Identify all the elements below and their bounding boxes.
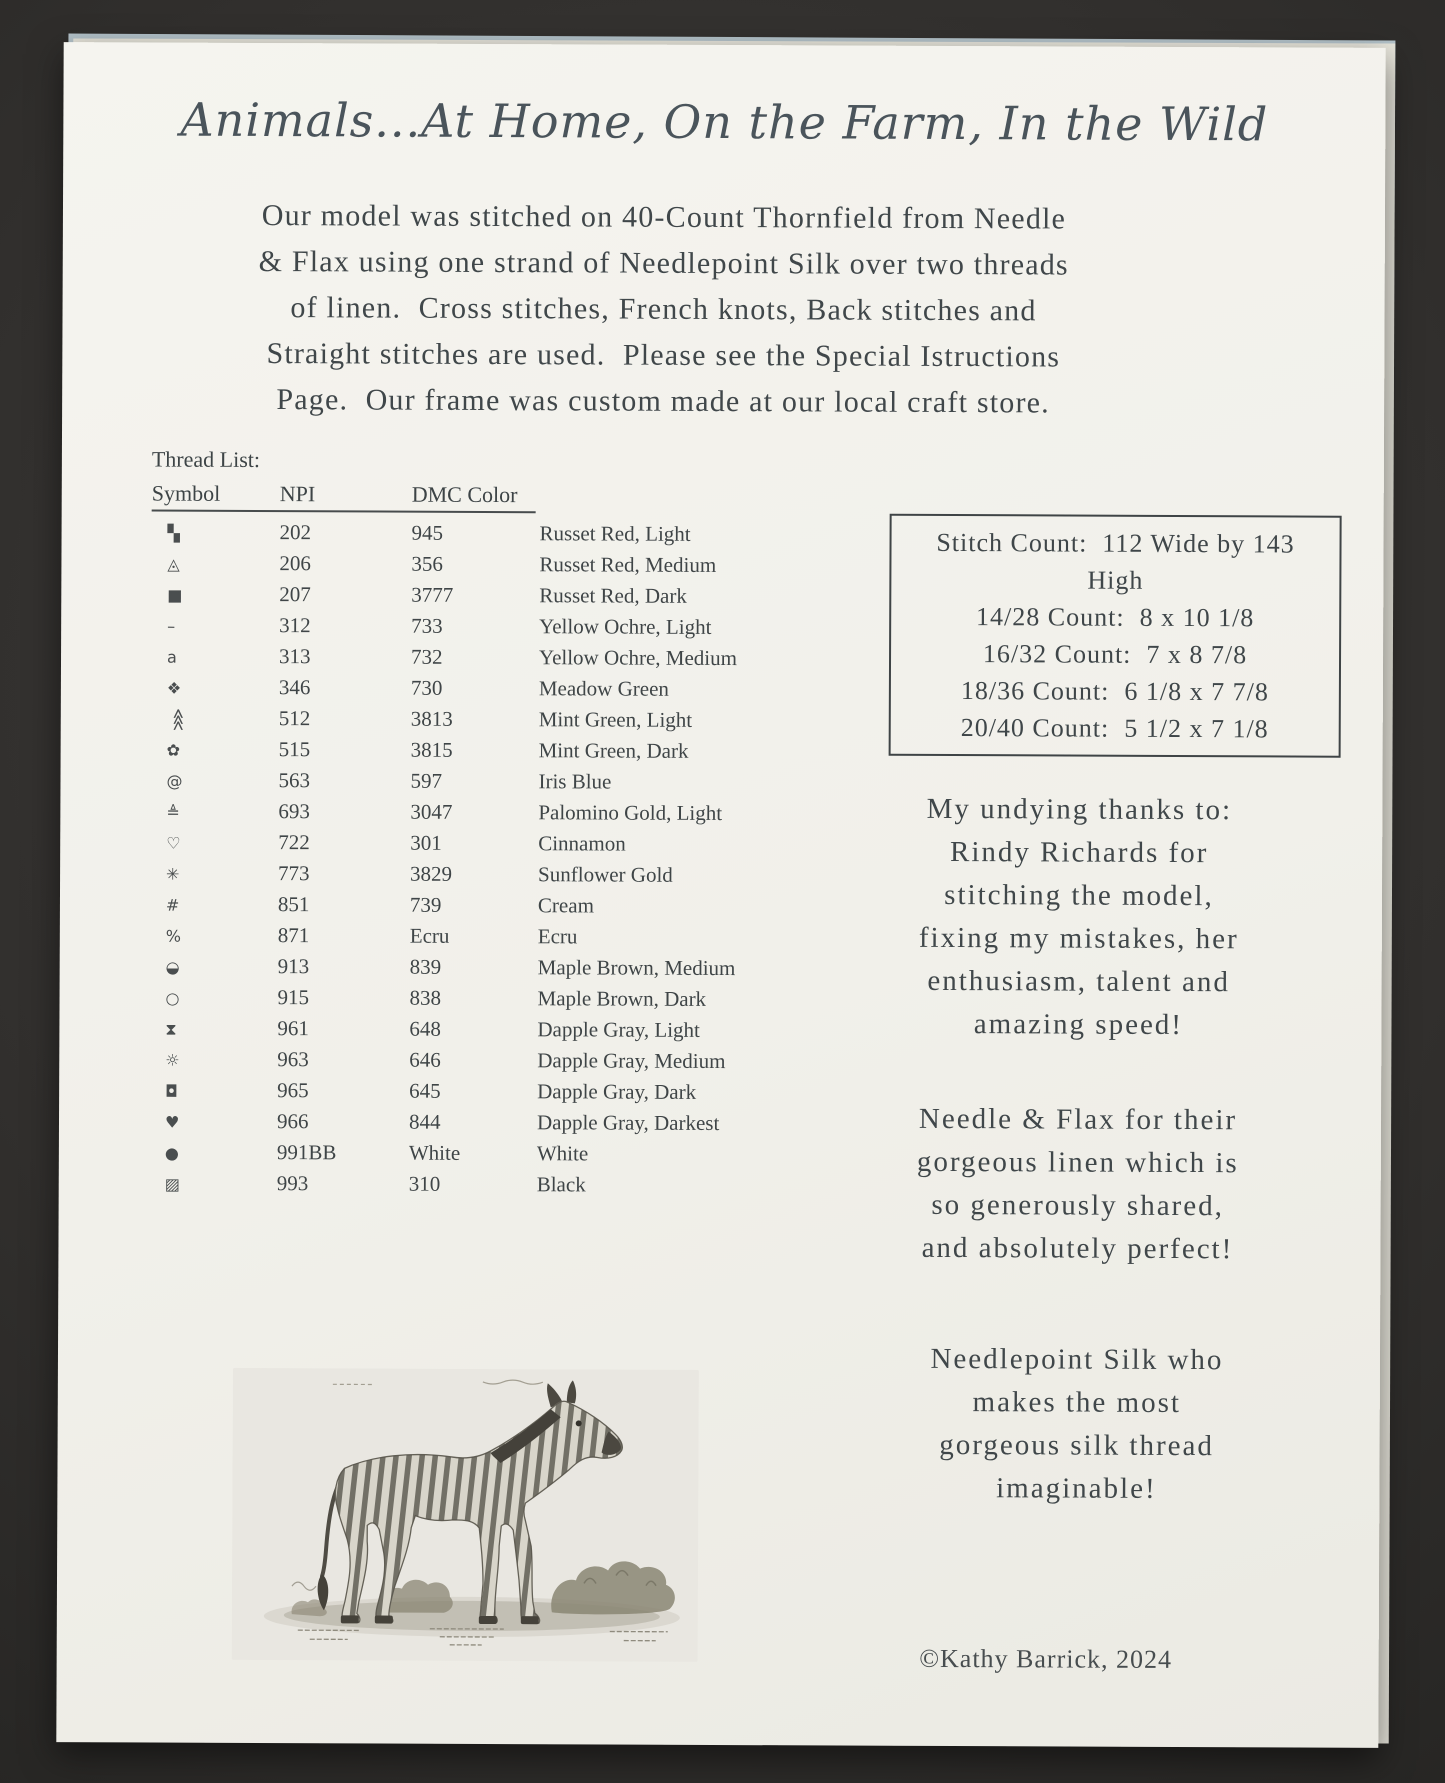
sun-symbol: ☼ [165, 1050, 180, 1070]
thread-symbol-cell [152, 520, 280, 546]
thread-npi: 512 [278, 706, 311, 731]
thread-row [149, 1013, 849, 1047]
heart-outline-symbol: ♡ [166, 833, 181, 853]
hatched-square-symbol: ▨ [164, 1174, 180, 1194]
thread-symbol-cell [150, 768, 278, 794]
thread-symbol-cell [149, 985, 277, 1011]
thread-npi: 991BB [276, 1140, 337, 1165]
column-dmc-color: DMC Color [411, 481, 518, 508]
thread-color-name: Maple Brown, Dark [537, 986, 707, 1011]
hash-symbol: # [165, 895, 180, 915]
thread-symbol-cell [150, 923, 278, 949]
thread-row [151, 641, 851, 675]
thread-row [149, 1044, 849, 1078]
thread-symbol-cell [151, 551, 279, 577]
letter-a-symbol: a [166, 647, 177, 667]
thread-symbol-cell [149, 1047, 277, 1073]
thread-row [150, 858, 850, 892]
thread-row [149, 1168, 849, 1202]
thread-row [151, 672, 851, 706]
thread-row [152, 517, 852, 551]
thread-row [151, 579, 851, 613]
thread-dmc: White [408, 1140, 461, 1165]
thread-symbol-cell [150, 830, 278, 856]
thread-npi: 313 [278, 644, 311, 669]
thread-row [149, 1106, 849, 1140]
thread-color-name: Ecru [537, 924, 578, 949]
filled-square-symbol: ■ [167, 585, 183, 605]
circle-outline-symbol: ○ [165, 988, 180, 1008]
thread-dmc: 646 [409, 1047, 441, 1072]
thread-dmc: 733 [411, 613, 443, 638]
thread-color-name: Russet Red, Light [539, 521, 691, 546]
triangle-over-bar-symbol: ≜ [166, 802, 180, 822]
thread-dmc: 3777 [411, 582, 454, 607]
thread-dmc: 844 [408, 1109, 441, 1134]
thread-symbol-cell [149, 1171, 277, 1197]
thread-npi: 693 [278, 799, 310, 824]
thread-symbol-cell [149, 1140, 277, 1166]
thread-npi: 202 [279, 520, 312, 545]
thread-symbol-cell [151, 737, 279, 763]
thread-color-name: Dapple Gray, Light [537, 1017, 700, 1042]
thread-row [150, 765, 850, 799]
percent-symbol: % [165, 926, 182, 946]
thread-row [151, 610, 851, 644]
thread-npi: 963 [277, 1047, 309, 1072]
hourglass-symbol: ⧗ [165, 1019, 177, 1039]
thread-dmc: 730 [410, 675, 443, 700]
thread-color-name: Maple Brown, Medium [537, 955, 736, 981]
thread-dmc: 732 [410, 644, 443, 669]
thread-dmc: Ecru [409, 923, 450, 948]
thread-row [150, 827, 850, 861]
thread-row [151, 548, 851, 582]
thread-color-name: Yellow Ochre, Medium [538, 645, 738, 671]
thread-symbol-cell [150, 892, 278, 918]
zebra-illustration [232, 1368, 699, 1662]
half-filled-circle-symbol: ◒ [165, 957, 180, 977]
thread-row [150, 951, 850, 985]
thread-color-name: Cream [537, 893, 594, 918]
thread-symbol-cell [149, 1078, 277, 1104]
thread-dmc: 3813 [410, 706, 453, 731]
thread-dmc: 839 [409, 954, 442, 979]
thread-npi: 312 [279, 613, 311, 638]
copyright-line: ©Kathy Barrick, 2024 [919, 1643, 1173, 1674]
spiral-symbol: @ [166, 771, 183, 791]
thread-table-rows [149, 517, 852, 1202]
thread-color-name: White [536, 1141, 589, 1166]
inverse-bullet-square-symbol: ◘ [165, 1081, 178, 1101]
thread-dmc: 648 [409, 1016, 441, 1041]
thread-dmc: 3829 [410, 861, 453, 886]
thread-list-label: Thread List: [151, 446, 261, 472]
page-title: Animals...At Home, On the Farm, In the Wild [180, 92, 1269, 152]
thread-npi: 965 [277, 1078, 309, 1103]
thread-color-name: Cinnamon [538, 831, 626, 856]
thread-row [151, 734, 851, 768]
thread-list-header [152, 481, 536, 514]
thread-row [149, 1075, 849, 1109]
thread-npi: 961 [277, 1016, 309, 1041]
column-npi: NPI [279, 481, 316, 507]
filled-heart-symbol: ♥ [164, 1112, 180, 1132]
thread-dmc: 645 [409, 1078, 441, 1103]
thread-npi: 206 [279, 551, 311, 576]
thread-dmc: 301 [410, 830, 442, 855]
column-symbol: Symbol [151, 480, 221, 506]
thread-dmc: 597 [410, 768, 443, 793]
thread-dmc: 739 [409, 892, 442, 917]
thread-dmc: 945 [411, 520, 444, 545]
thread-symbol-cell [151, 644, 279, 670]
thread-npi: 851 [277, 892, 310, 917]
thread-npi: 871 [277, 923, 310, 948]
thread-color-name: Mint Green, Dark [538, 738, 689, 763]
thread-npi: 722 [278, 830, 310, 855]
thread-symbol-cell [151, 706, 279, 732]
thread-dmc: 3047 [410, 799, 453, 824]
thread-npi: 515 [278, 737, 311, 762]
thread-color-name: Dapple Gray, Medium [537, 1048, 726, 1074]
thread-symbol-cell [151, 613, 279, 639]
thread-color-name: Yellow Ochre, Light [539, 614, 712, 639]
thanks-needle-flax-paragraph: Needle & Flax for their gorgeous linen which is so generously shared, and absolutely perfect! [916, 1102, 1239, 1266]
dash-symbol: – [167, 616, 176, 636]
thread-symbol-cell [149, 1016, 277, 1042]
quartered-square-symbol: ▚ [167, 523, 180, 543]
thread-dmc: 838 [409, 985, 442, 1010]
thread-color-name: Mint Green, Light [538, 707, 693, 732]
thread-row [150, 889, 850, 923]
thread-symbol-cell [151, 675, 279, 701]
filled-circle-symbol: ● [164, 1143, 179, 1163]
stitch-count-box: Stitch Count: 112 Wide by 143 High 14/28 Count: 8 x 10 1/8 16/32 Count: 7 x 8 7/8 18/36 Count: 6 1/8 x 7 7/8 20/40 Count: 5 1/2 x 7 1/8 [889, 514, 1342, 758]
thread-color-name: Dapple Gray, Dark [537, 1079, 697, 1104]
thread-npi: 563 [278, 768, 311, 793]
thread-color-name: Meadow Green [538, 676, 669, 701]
thread-npi: 993 [276, 1171, 309, 1196]
thread-color-name: Palomino Gold, Light [538, 800, 723, 826]
thread-color-name: Iris Blue [538, 769, 612, 794]
thread-npi: 773 [278, 861, 310, 886]
dotted-triangle-symbol: ◬ [167, 554, 180, 574]
thread-dmc: 356 [411, 551, 443, 576]
intro-paragraph: Our model was stitched on 40-Count Thornfield from Needle & Flax using one strand of Needlepoint Silk over two threads of linen. Cross stitches, French knots, Back stitches and Straight stitches are used. Please see the Special Istructions Page. Our frame was custom made at our local craft store. [258, 198, 1069, 420]
thread-color-name: Dapple Gray, Darkest [536, 1110, 720, 1135]
thread-symbol-cell [149, 1109, 277, 1135]
thread-symbol-cell [150, 799, 278, 825]
thread-npi: 915 [277, 985, 310, 1010]
thread-npi: 207 [279, 582, 311, 607]
pattern-page [56, 42, 1385, 1748]
thread-symbol-cell [150, 861, 278, 887]
thread-npi: 966 [276, 1109, 309, 1134]
diamond-cross-symbol: ❖ [166, 678, 182, 698]
thread-color-name: Black [536, 1172, 586, 1197]
zebra-engraving-svg [232, 1368, 699, 1662]
triple-chevron-up-symbol: ⋘ [169, 708, 189, 732]
thread-symbol-cell [151, 582, 279, 608]
thread-color-name: Russet Red, Medium [539, 552, 717, 577]
flower-symbol: ✿ [166, 740, 181, 760]
asterisk-symbol: ✳ [166, 864, 180, 884]
thread-row [150, 796, 850, 830]
thread-row [150, 920, 850, 954]
thread-symbol-cell [150, 954, 278, 980]
thread-dmc: 310 [408, 1171, 441, 1196]
thread-npi: 913 [277, 954, 310, 979]
thanks-needlepoint-silk-paragraph: Needlepoint Silk who makes the most gorgeous silk thread imaginable! [930, 1342, 1224, 1505]
thread-dmc: 3815 [410, 737, 453, 762]
thread-color-name: Sunflower Gold [538, 862, 673, 887]
thread-row [151, 703, 851, 737]
thanks-rindy-paragraph: My undying thanks to: Rindy Richards for stitching the model, fixing my mistakes, her enthusiasm, talent and amazing speed! [918, 792, 1239, 1042]
thread-color-name: Russet Red, Dark [539, 583, 687, 608]
thread-npi: 346 [278, 675, 311, 700]
thread-row [149, 1137, 849, 1171]
thread-row [149, 982, 849, 1016]
